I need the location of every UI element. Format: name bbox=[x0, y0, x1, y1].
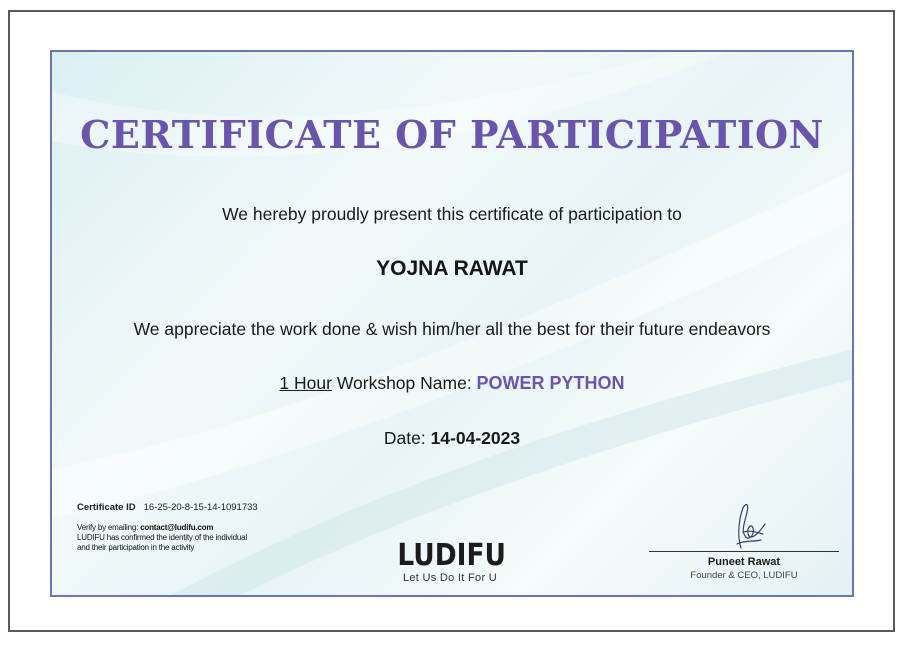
certificate-title: CERTIFICATE OF PARTICIPATION bbox=[80, 112, 824, 157]
logo-wordmark: LUDIFU bbox=[397, 538, 506, 573]
date-value: 14-04-2023 bbox=[430, 428, 521, 448]
verify-prefix: Verify by emailing: bbox=[77, 523, 141, 532]
certificate bbox=[50, 50, 854, 597]
ludifu-logo bbox=[390, 540, 510, 584]
signature-block bbox=[649, 500, 839, 590]
date-label: Date: bbox=[383, 428, 431, 448]
appreciation-text: We appreciate the work done & wish him/her all the best for their future endeavors bbox=[133, 319, 771, 339]
recipient-name: YOJNA RAWAT bbox=[376, 257, 528, 280]
date-line bbox=[52, 428, 852, 449]
workshop-label: Workshop Name: bbox=[331, 373, 477, 393]
verification-note bbox=[77, 523, 257, 553]
logo-tagline: Let Us Do It For U bbox=[402, 572, 498, 584]
signature-line bbox=[649, 551, 839, 552]
verify-email-link[interactable]: contact@ludifu.com bbox=[140, 523, 214, 532]
presented-text: We hereby proudly present this certificate of participation to bbox=[222, 204, 682, 224]
workshop-name: POWER PYTHON bbox=[476, 373, 625, 393]
certificate-id-label: Certificate ID bbox=[77, 502, 136, 513]
verify-note-text: LUDIFU has confirmed the identity of the individual and their participation in the activity bbox=[77, 533, 247, 552]
signer-title: Founder & CEO, LUDIFU bbox=[690, 570, 798, 581]
handwritten-signature bbox=[727, 500, 769, 552]
workshop-line bbox=[52, 373, 852, 394]
certificate-id-value: 16-25-20-8-15-14-1091733 bbox=[143, 502, 258, 513]
workshop-duration: 1 Hour bbox=[279, 373, 332, 393]
certificate-id bbox=[77, 502, 258, 513]
signer-name: Puneet Rawat bbox=[707, 556, 781, 568]
